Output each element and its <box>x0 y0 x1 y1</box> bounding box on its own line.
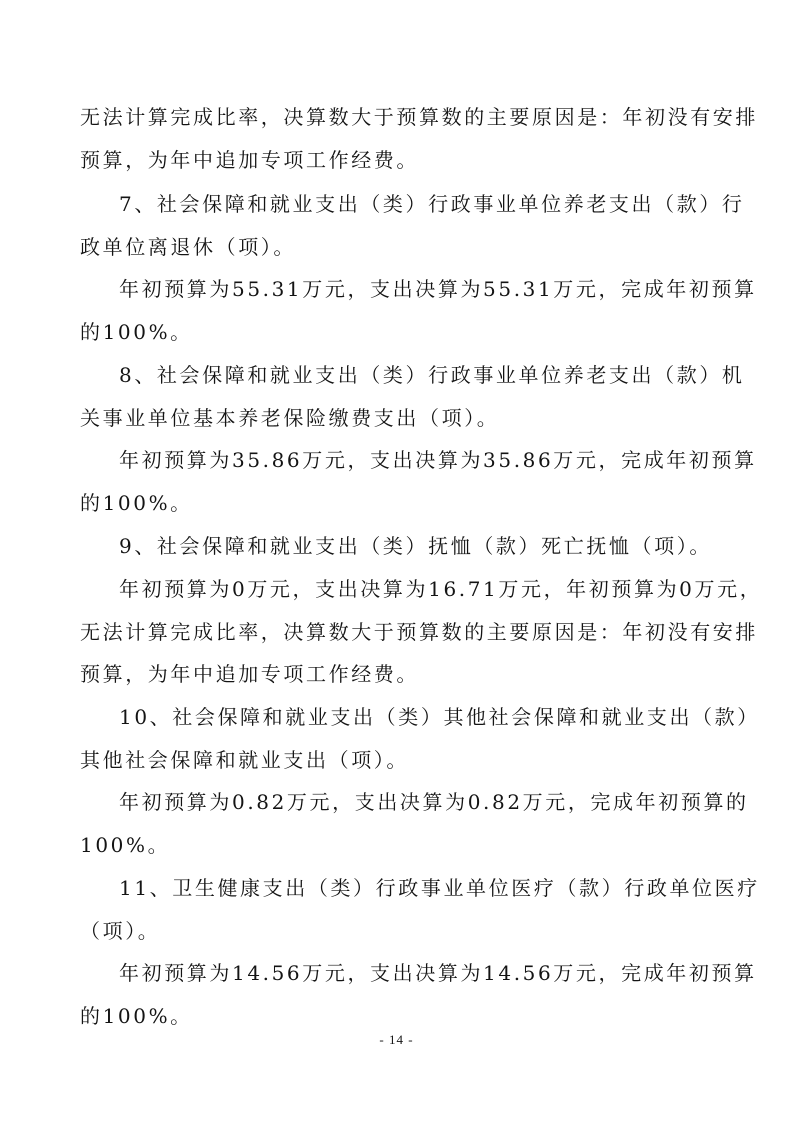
paragraph-line: 的100%。 <box>80 491 193 515</box>
paragraph-line: 预算，为年中追加专项工作经费。 <box>80 148 419 172</box>
paragraph-line: 的100%。 <box>80 1004 193 1028</box>
paragraph-line: 无法计算完成比率，决算数大于预算数的主要原因是：年初没有安排 <box>80 620 758 644</box>
page-number: - 14 - <box>379 1032 414 1047</box>
section-heading-10-cont: 其他社会保障和就业支出（项）。 <box>80 748 409 772</box>
section-heading-8: 8、社会保障和就业支出（类）行政事业单位养老支出（款）机 <box>119 363 745 387</box>
section-heading-11: 11、卫生健康支出（类）行政事业单位医疗（款）行政单位医疗 <box>119 876 760 900</box>
paragraph-line: 预算，为年中追加专项工作经费。 <box>80 662 419 686</box>
paragraph-line: 年初预算为0.82万元，支出决算为0.82万元，完成年初预算的 <box>119 790 749 814</box>
section-heading-10: 10、社会保障和就业支出（类）其他社会保障和就业支出（款） <box>119 705 760 729</box>
paragraph-line: 年初预算为14.56万元，支出决算为14.56万元，完成年初预算 <box>119 961 757 985</box>
paragraph-line: 无法计算完成比率，决算数大于预算数的主要原因是：年初没有安排 <box>80 105 758 129</box>
paragraph-line: 的100%。 <box>80 320 193 344</box>
paragraph-line: 年初预算为0万元，支出决算为16.71万元，年初预算为0万元， <box>119 577 763 601</box>
section-heading-7: 7、社会保障和就业支出（类）行政事业单位养老支出（款）行 <box>119 192 745 216</box>
paragraph-line: 年初预算为55.31万元，支出决算为55.31万元，完成年初预算 <box>119 277 757 301</box>
section-heading-11-cont: （项）。 <box>80 919 161 943</box>
paragraph-line: 年初预算为35.86万元，支出决算为35.86万元，完成年初预算 <box>119 448 757 472</box>
paragraph-line: 100%。 <box>80 833 171 857</box>
section-heading-8-cont: 关事业单位基本养老保险缴费支出（项）。 <box>80 406 500 430</box>
section-heading-9: 9、社会保障和就业支出（类）抚恤（款）死亡抚恤（项）。 <box>119 534 712 558</box>
section-heading-7-cont: 政单位离退休（项）。 <box>80 235 296 259</box>
